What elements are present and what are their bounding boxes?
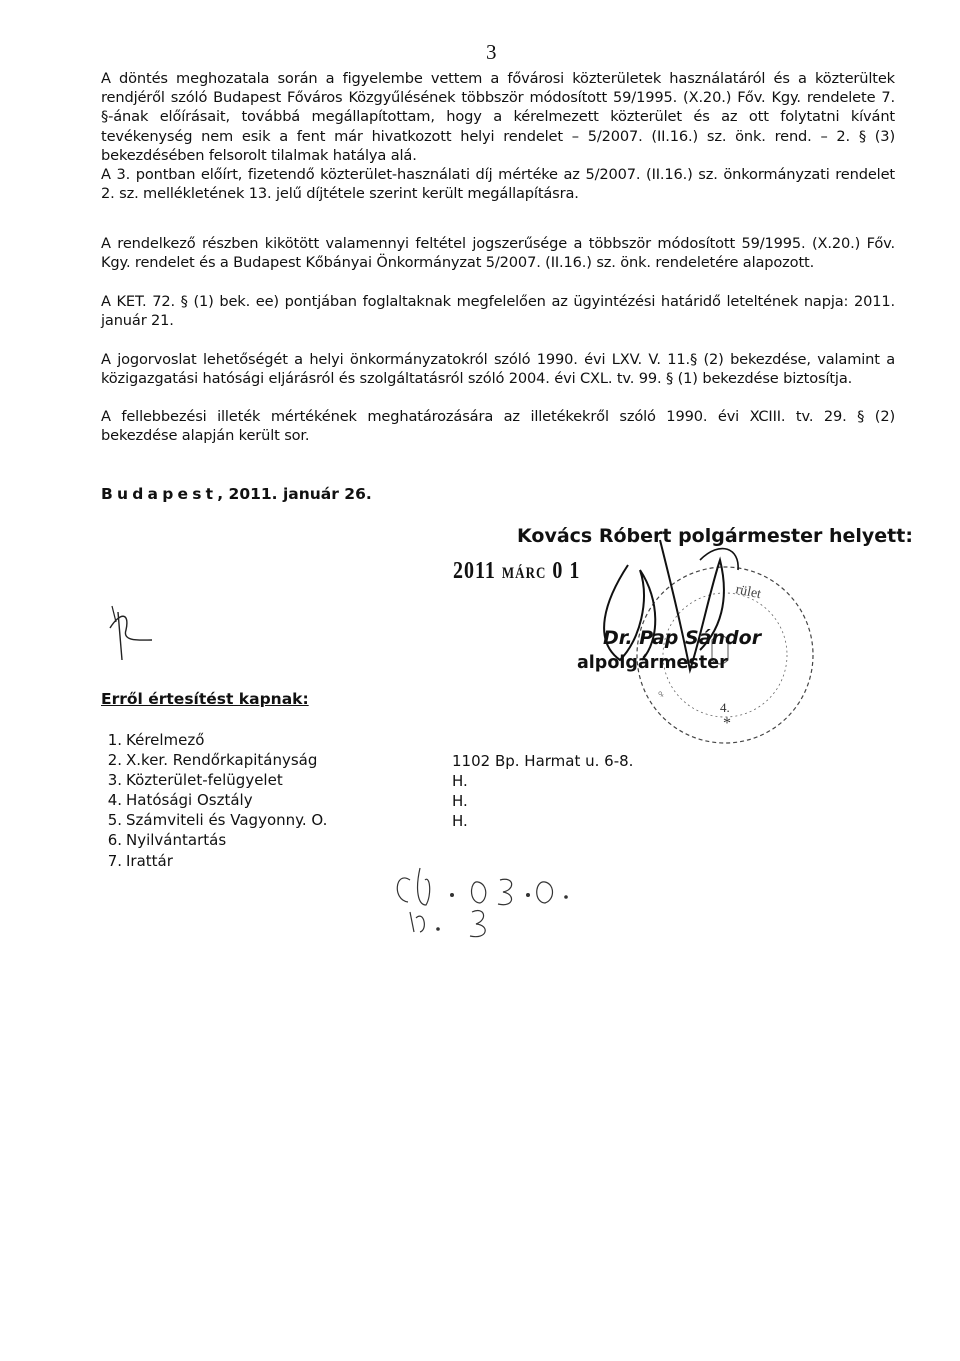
text-line: A KET. 72. § (1) bek. ee) pontjában foglaltaknak megfelelően az ügyintézési határidő leteltének napja: 2011. [101, 293, 895, 310]
svg-text:♀: ♀ [652, 685, 669, 703]
stamp-month: MÁRC [501, 563, 547, 582]
text-line: A 3. pontban előírt, fizetendő közterület-használati díj mértéke az 5/2007. (II.16.) sz. önkormányzati rendelet [101, 166, 895, 184]
svg-text:*: * [723, 715, 731, 732]
text-line: A rendelkező részben kikötött valamennyi feltétel jogszerűsége a többször módosított 59/1995. (X.20.) Főv. [101, 235, 895, 252]
recipient-name: Kérelmező [126, 731, 205, 749]
text-line: A fellebbezési illeték mértékének meghatározására az illetékekről szóló 1990. évi XCIII. tv. 29. § (2) [101, 408, 895, 425]
issue-date: , 2011. január 26. [217, 485, 372, 503]
recipient-address: 1102 Bp. Harmat u. 6-8. [452, 752, 634, 770]
recipients-heading: Erről értesítést kapnak: [101, 690, 309, 708]
signer-title: Kovács Róbert polgármester helyett: [517, 525, 913, 547]
recipient-address: H. [452, 812, 468, 831]
item-number: 5. [107, 811, 122, 830]
recipient-name: Számviteli és Vagyonny. O. [126, 811, 328, 830]
text-line: rendjéről szóló Budapest Főváros Közgyűlésének többször módosított 59/1995. (X.20.) Főv. Kgy. rendelete 7. [101, 89, 895, 107]
text-line: §-ának előírásait, továbbá megállapítottam, hogy a kérelmezett közterület és az ott folytatni kívánt [101, 108, 895, 126]
signatory-role: alpolgármester [577, 653, 728, 673]
text-line: tevékenység nem esik a fent már hivatkozott helyi rendelet – 5/2007. (II.16.) sz. önk. rend. – 2. § (3) [101, 127, 895, 145]
recipient-name: X.ker. Rendőrkapitányság [126, 751, 318, 770]
text-line: A jogorvoslat lehetőségét a helyi önkormányzatokról szóló 1990. évi LXV. V. 11.§ (2) bekezdése, valamint a [101, 351, 895, 368]
text-line: bekezdése alapján került sor. [101, 427, 310, 445]
text-line: közigazgatási hatósági eljárásról és szolgáltatásról szóló 2004. évi CXL. tv. 99. § (1) bekezdése biztosítja. [101, 370, 853, 388]
recipient-name: Nyilvántartás [126, 831, 227, 850]
svg-text:rület: rület [734, 582, 763, 603]
item-number: 2. [107, 751, 122, 770]
item-number: 4. [107, 791, 122, 810]
recipient-address: H. [452, 772, 468, 791]
text-line: A döntés meghozatala során a figyelembe vettem a fővárosi közterületek használatáról és a közterültek [101, 70, 895, 87]
text-line: Kgy. rendelet és a Budapest Kőbányai Önkormányzat 5/2007. (II.16.) sz. önk. rendeletére alapozott. [101, 254, 815, 272]
svg-text:4.: 4. [720, 700, 730, 715]
place-name: Budapest [101, 485, 218, 503]
signatory-name: Dr. Pap Sándor [603, 627, 762, 649]
text-line: bekezdésében felsorolt tilalmak hatálya alá. [101, 146, 417, 164]
item-number: 1. [107, 731, 122, 749]
stamp-year: 2011 [453, 557, 496, 585]
recipient-name: Közterület-felügyelet [126, 771, 283, 790]
stamp-day: 0 1 [552, 557, 581, 585]
recipient-name: Irattár [126, 851, 173, 870]
text-line: 2. sz. mellékletének 13. jelű díjtétele szerint került megállapításra. [101, 185, 579, 203]
item-number: 7. [107, 851, 122, 870]
item-number: 6. [107, 831, 122, 850]
text-line: január 21. [101, 312, 174, 330]
recipient-address: H. [452, 792, 468, 811]
recipient-name: Hatósági Osztály [126, 791, 253, 810]
page-number: 3 [486, 40, 497, 64]
item-number: 3. [107, 771, 122, 790]
